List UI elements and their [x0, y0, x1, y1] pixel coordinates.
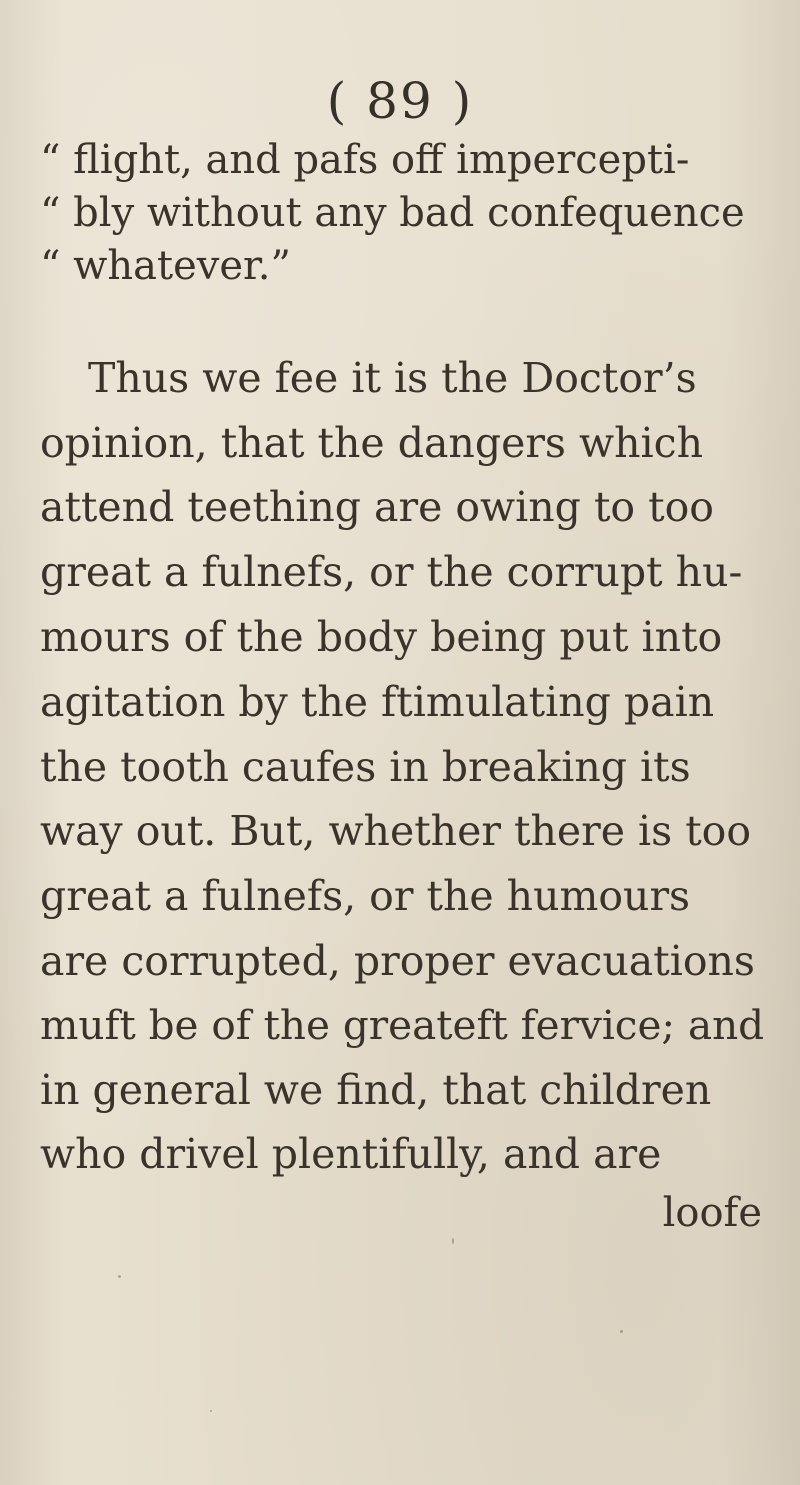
text-line-7: great a fulnefs, or the corrupt hu- — [40, 548, 743, 596]
text-line-2: “ bly without any bad confequence — [40, 190, 745, 236]
text-line-15: in general we find, that children — [40, 1066, 712, 1114]
text-line-12: great a fulnefs, or the humours — [40, 872, 691, 920]
text-line-13: are corrupted, proper evacuations — [40, 937, 755, 985]
text-line-10: the tooth caufes in breaking its — [40, 743, 691, 791]
page-number: ( 89 ) — [326, 72, 474, 130]
text-line-1: “ flight, and pafs off impercepti- — [40, 137, 690, 183]
paper-speck — [452, 1238, 454, 1244]
paper-speck — [210, 1410, 212, 1412]
text-line-16: who drivel plentifully, and are — [40, 1130, 662, 1178]
text-line-5: opinion, that the dangers which — [40, 419, 703, 467]
text-line-14: muft be of the greateft fervice; and — [40, 1001, 765, 1049]
text-line-6: attend teething are owing to too — [40, 483, 714, 531]
catchword: loofe — [662, 1190, 762, 1236]
paper-speck — [118, 1275, 121, 1278]
text-line-4: Thus we fee it is the Doctor’s — [88, 354, 697, 402]
paper-speck — [620, 1330, 623, 1333]
text-line-11: way out. But, whether there is too — [40, 807, 752, 855]
text-line-9: agitation by the ftimulating pain — [40, 678, 715, 726]
text-line-8: mours of the body being put into — [40, 613, 723, 661]
text-line-3: “ whatever.” — [40, 243, 291, 289]
